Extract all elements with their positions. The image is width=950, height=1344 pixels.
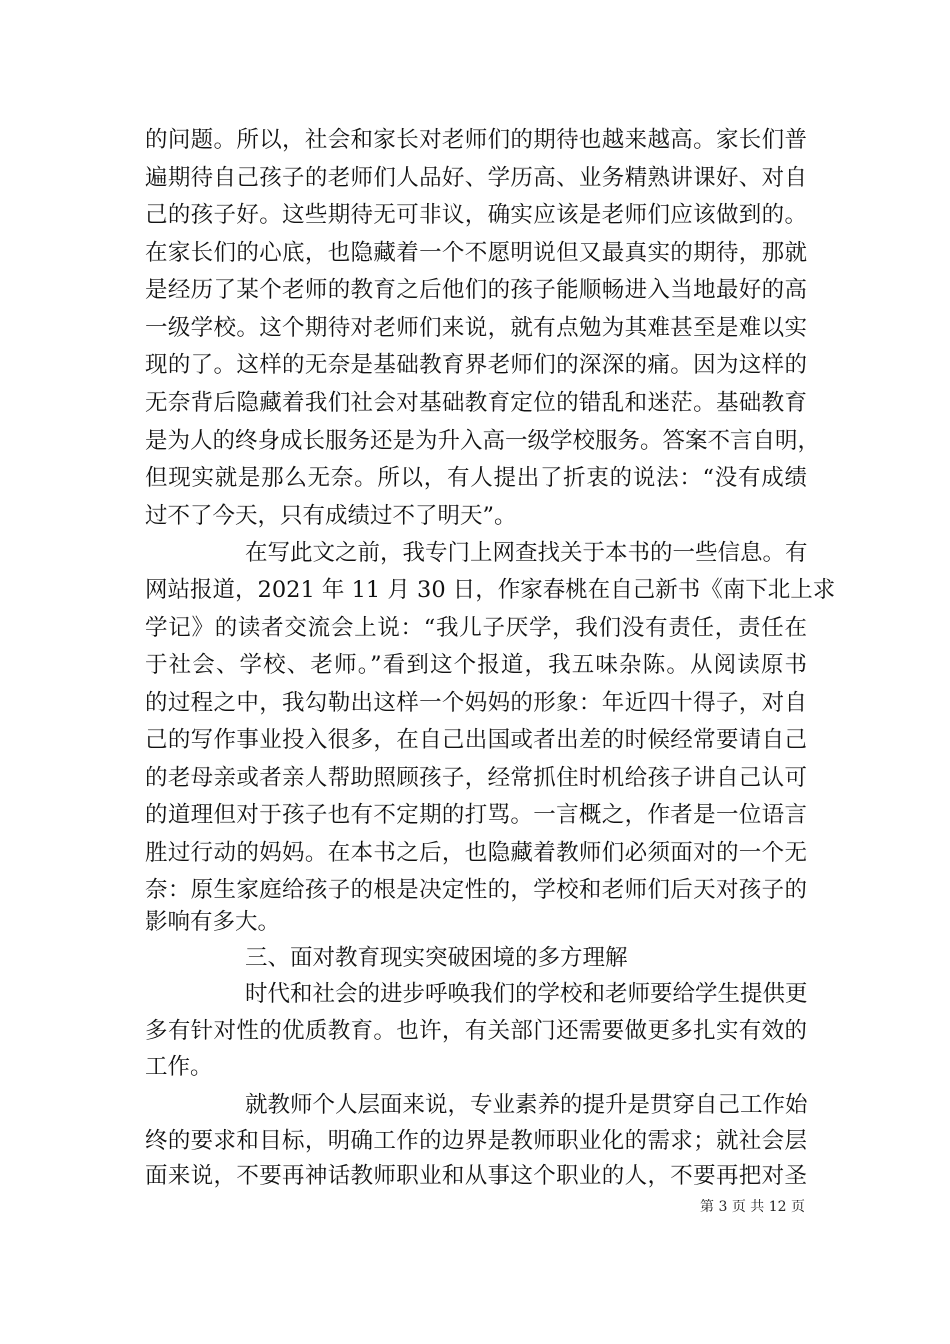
text-line: 的道理但对于孩子也有不定期的打骂。一言概之，作者是一位语言 — [145, 802, 807, 828]
text-line: 但现实就是那么无奈。所以，有人提出了折衷的说法：“没有成绩 — [145, 465, 807, 491]
text-line: 在写此文之前，我专门上网查找关于本书的一些信息。有 — [245, 540, 808, 566]
text-line: 在家长们的心底，也隐藏着一个不愿明说但又最真实的期待，那就 — [145, 240, 807, 266]
text-line: 影响有多大。 — [145, 909, 281, 935]
text-line: 现的了。这样的无奈是基础教育界老师们的深深的痛。因为这样的 — [145, 352, 807, 378]
text-line: 是经历了某个老师的教育之后他们的孩子能顺畅进入当地最好的高 — [145, 277, 807, 303]
text-line: 面来说，不要再神话教师职业和从事这个职业的人，不要再把对圣 — [145, 1163, 807, 1189]
text-line: 遍期待自己孩子的老师们人品好、学历高、业务精熟讲课好、对自 — [145, 165, 807, 191]
text-line: 己的孩子好。这些期待无可非议，确实应该是老师们应该做到的。 — [145, 202, 807, 228]
text-line: 胜过行动的妈妈。在本书之后，也隐藏着教师们必须面对的一个无 — [145, 840, 807, 866]
page-number: 第 3 页 共 12 页 — [700, 1199, 805, 1215]
text-line: 时代和社会的进步呼唤我们的学校和老师要给学生提供更 — [245, 981, 808, 1007]
text-line: 一级学校。这个期待对老师们来说，就有点勉为其难甚至是难以实 — [145, 315, 807, 341]
text-line: 就教师个人层面来说，专业素养的提升是贯穿自己工作始 — [245, 1092, 808, 1118]
text-line: 过不了今天，只有成绩过不了明天”。 — [145, 503, 517, 529]
text-line: 是为人的终身成长服务还是为升入高一级学校服务。答案不言自明， — [145, 428, 821, 454]
text-line: 的老母亲或者亲人帮助照顾孩子，经常抓住时机给孩子讲自己认可 — [145, 765, 807, 791]
text-line: 多有针对性的优质教育。也许，有关部门还需要做更多扎实有效的 — [145, 1018, 807, 1044]
section-heading: 三、面对教育现实突破困境的多方理解 — [245, 945, 628, 971]
text-line: 学记》的读者交流会上说：“我儿子厌学，我们没有责任，责任在 — [145, 615, 807, 641]
text-line: 的问题。所以，社会和家长对老师们的期待也越来越高。家长们普 — [145, 127, 807, 153]
text-line: 于社会、学校、老师。”看到这个报道，我五味杂陈。从阅读原书 — [145, 652, 807, 678]
text-line: 的过程之中，我勾勒出这样一个妈妈的形象：年近四十得子，对自 — [145, 690, 807, 716]
text-line: 奈：原生家庭给孩子的根是决定性的，学校和老师们后天对孩子的 — [145, 877, 807, 903]
text-line: 工作。 — [145, 1054, 213, 1080]
text-line: 己的写作事业投入很多，在自己出国或者出差的时候经常要请自己 — [145, 727, 807, 753]
text-line: 无奈背后隐藏着我们社会对基础教育定位的错乱和迷茫。基础教育 — [145, 390, 807, 416]
text-line: 终的要求和目标，明确工作的边界是教师职业化的需求；就社会层 — [145, 1128, 807, 1154]
text-line: 网站报道，2021 年 11 月 30 日，作家春桃在自己新书《南下北上求 — [145, 577, 836, 603]
